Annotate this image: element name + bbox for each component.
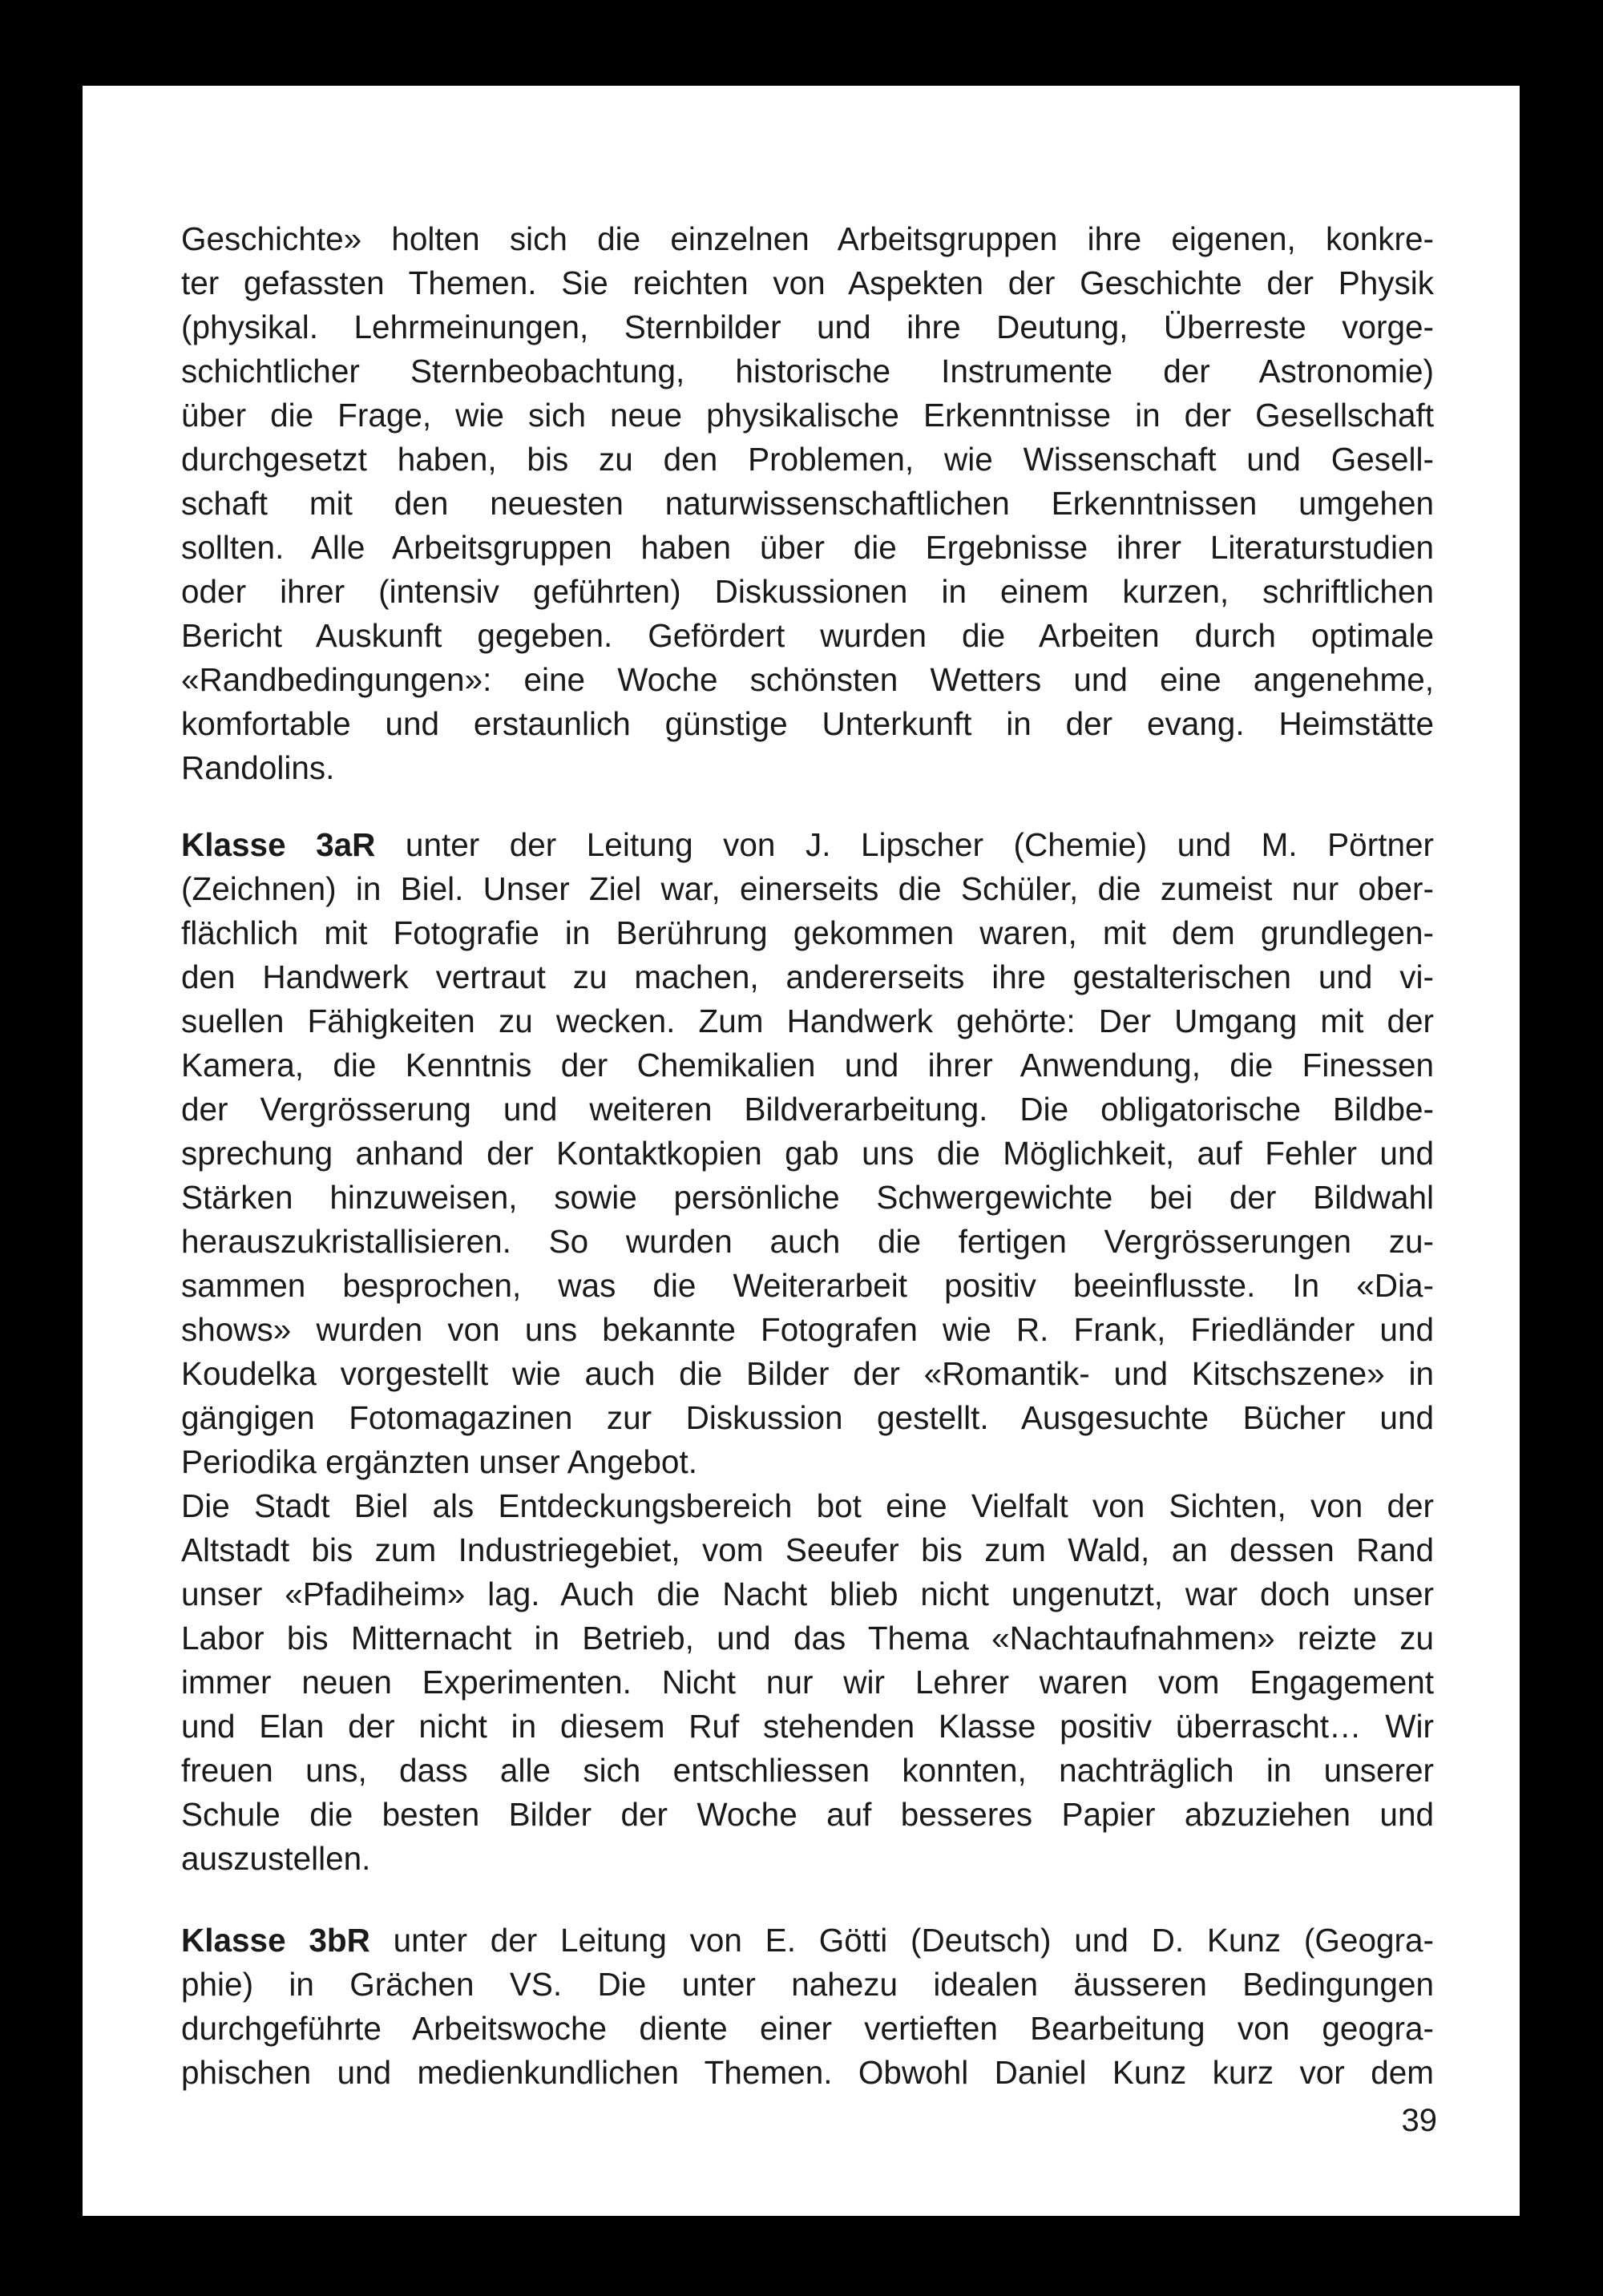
paragraph-line: den Handwerk vertraut zu machen, andererseits ihre gestalterischen und vi- [181, 958, 1434, 995]
paragraph-first-line [181, 1919, 1434, 1963]
paragraph-line: ter gefassten Themen. Sie reichten von Aspekten der Geschichte der Physik [181, 264, 1434, 301]
paragraph-line: unser «Pfadiheim» lag. Auch die Nacht blieb nicht ungenutzt, war doch unser [181, 1576, 1434, 1612]
paragraph-line: Stärken hinzuweisen, sowie persönliche Schwergewichte bei der Bildwahl [181, 1179, 1434, 1216]
paragraph-line: phie) in Grächen VS. Die unter nahezu idealen äusseren Bedingungen [181, 1966, 1434, 2003]
paragraph-klasse-3br [181, 1919, 1434, 2095]
paragraph-line: sprechung anhand der Kontaktkopien gab uns die Möglichkeit, auf Fehler und [181, 1135, 1434, 1172]
paragraph-line: (Zeichnen) in Biel. Unser Ziel war, einerseits die Schüler, die zumeist nur ober- [181, 870, 1434, 907]
paragraph-line: flächlich mit Fotografie in Berührung gekommen waren, mit dem grundlegen- [181, 914, 1434, 951]
paragraph-line: herauszukristallisieren. So wurden auch die fertigen Vergrösserungen zu- [181, 1223, 1434, 1260]
paragraph-line: (physikal. Lehrmeinungen, Sternbilder und ihre Deutung, Überreste vorge- [181, 309, 1434, 345]
paragraph-line: freuen uns, dass alle sich entschliessen konnten, nachträglich in unserer [181, 1752, 1434, 1789]
paragraph-line: Schule die besten Bilder der Woche auf besseres Papier abzuziehen und [181, 1796, 1434, 1833]
paragraph-line: shows» wurden von uns bekannte Fotografen wie R. Frank, Friedländer und [181, 1311, 1434, 1348]
paragraph-line: auszustellen. [181, 1840, 371, 1877]
paragraph-line: Randolins. [181, 749, 335, 786]
paragraph-line: über die Frage, wie sich neue physikalische Erkenntnisse in der Gesellschaft [181, 397, 1434, 434]
class-heading: Klasse 3bR [181, 1922, 370, 1959]
paragraph-line: sollten. Alle Arbeitsgruppen haben über die Ergebnisse ihrer Literaturstudien [181, 529, 1434, 566]
paragraph-first-line [181, 823, 1434, 867]
paragraph-line: Die Stadt Biel als Entdeckungsbereich bot eine Vielfalt von Sichten, von der [181, 1487, 1434, 1524]
paragraph-line: durchgesetzt haben, bis zu den Problemen, wie Wissenschaft und Gesell- [181, 441, 1434, 478]
paragraph-line: sammen besprochen, was die Weiterarbeit positiv beeinflusste. In «Dia- [181, 1267, 1434, 1304]
paragraph-klasse-3ar [181, 823, 1434, 1484]
paragraph-line: Kamera, die Kenntnis der Chemikalien und ihrer Anwendung, die Finessen [181, 1047, 1434, 1083]
paragraph-line-text: unter der Leitung von J. Lipscher (Chemie) und M. Pörtner [405, 826, 1434, 863]
paragraph-line: Labor bis Mitternacht in Betrieb, und das Thema «Nachtaufnahmen» reizte zu [181, 1620, 1434, 1656]
paragraph-line: und Elan der nicht in diesem Ruf stehenden Klasse positiv überrascht… Wir [181, 1708, 1434, 1745]
paragraph-line: Geschichte» holten sich die einzelnen Arbeitsgruppen ihre eigenen, konkre- [181, 220, 1434, 257]
class-heading: Klasse 3aR [181, 826, 376, 863]
paragraph-line: der Vergrösserung und weiteren Bildverarbeitung. Die obligatorische Bildbe- [181, 1091, 1434, 1128]
paragraph-line: phischen und medienkundlichen Themen. Obwohl Daniel Kunz kurz vor dem [181, 2054, 1434, 2091]
paragraph-line: schichtlicher Sternbeobachtung, historische Instrumente der Astronomie) [181, 353, 1434, 389]
paragraph-line: «Randbedingungen»: eine Woche schönsten Wetters und eine angenehme, [181, 661, 1434, 698]
paragraph-line: durchgeführte Arbeitswoche diente einer vertieften Bearbeitung von geogra- [181, 2010, 1434, 2047]
paragraph-line: komfortable und erstaunlich günstige Unterkunft in der evang. Heimstätte [181, 705, 1434, 742]
paragraph-line: Altstadt bis zum Industriegebiet, vom Seeufer bis zum Wald, an dessen Rand [181, 1531, 1434, 1568]
paragraph-line: Periodika ergänzten unser Angebot. [181, 1443, 697, 1480]
paragraph-line: Bericht Auskunft gegeben. Gefördert wurden die Arbeiten durch optimale [181, 617, 1434, 654]
paragraph-line-text: unter der Leitung von E. Götti (Deutsch) und D. Kunz (Geogra- [393, 1922, 1434, 1959]
paragraph-line: suellen Fähigkeiten zu wecken. Zum Handwerk gehörte: Der Umgang mit der [181, 1003, 1434, 1039]
paragraph-line: gängigen Fotomagazinen zur Diskussion gestellt. Ausgesuchte Bücher und [181, 1399, 1434, 1436]
paragraph-line: Koudelka vorgestellt wie auch die Bilder der «Romantik- und Kitschszene» in [181, 1355, 1434, 1392]
paragraph-line: oder ihrer (intensiv geführten) Diskussionen in einem kurzen, schriftlichen [181, 573, 1434, 610]
document-page [83, 86, 1520, 2216]
paragraph-line: schaft mit den neuesten naturwissenschaftlichen Erkenntnissen umgehen [181, 485, 1434, 522]
paragraph-line: immer neuen Experimenten. Nicht nur wir Lehrer waren vom Engagement [181, 1664, 1434, 1701]
paragraph-biel [181, 1484, 1434, 1881]
paragraph-1 [181, 217, 1434, 790]
page-number: 39 [1401, 2103, 1437, 2138]
